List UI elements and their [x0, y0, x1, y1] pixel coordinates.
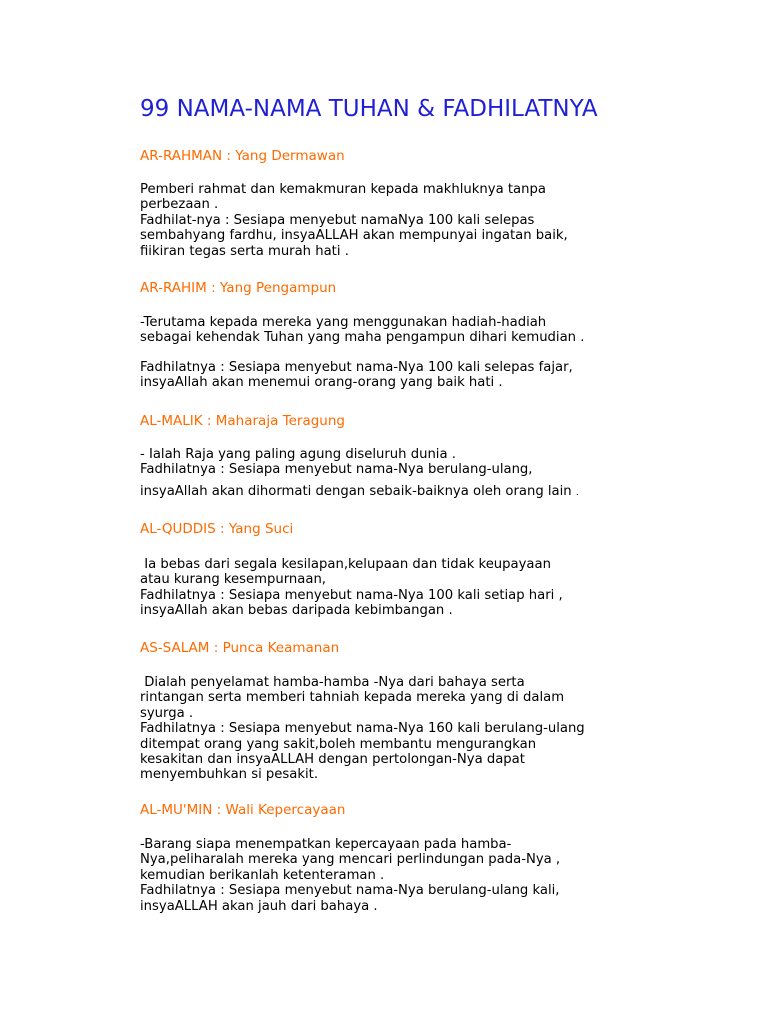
text-line: Fadhilat-nya : Sesiapa menyebut namaNya 100 kali selepas: [140, 212, 535, 228]
text-line: kesakitan dan insyaALLAH dengan pertolongan-Nya dapat: [140, 752, 525, 768]
text-line: -Terutama kepada mereka yang menggunakan hadiah-hadiah: [140, 315, 547, 330]
text-line: [140, 484, 579, 501]
text-line: fiikiran tegas serta murah hati .: [140, 243, 349, 259]
text-line: rintangan serta memberi tahniah kepada mereka yang di dalam: [140, 690, 565, 706]
text-line: Fadhilatnya : Sesiapa menyebut nama-Nya 100 kali selepas fajar,: [140, 360, 573, 375]
text-line: atau kurang kesempurnaan,: [140, 572, 326, 588]
text-line: perbezaan .: [140, 197, 219, 213]
text-line: Dialah penyelamat hamba-hamba -Nya dari bahaya serta: [140, 675, 525, 690]
page-title: 99 NAMA-NAMA TUHAN & FADHILATNYA: [140, 96, 598, 122]
text-line: syurga .: [140, 705, 194, 721]
section-heading-al-malik: AL-MALIK : Maharaja Teragung: [140, 413, 345, 429]
text-line: sembahyang fardhu, insyaALLAH akan mempunyai ingatan baik,: [140, 228, 568, 244]
section-body-al-mumin: [140, 837, 560, 914]
section-heading-al-mumin: AL-MU'MIN : Wali Kepercayaan: [140, 802, 346, 818]
section-heading-ar-rahman: AR-RAHMAN : Yang Dermawan: [140, 148, 345, 164]
document-page: [140, 0, 740, 1024]
text-line: kemudian berikanlah ketenteraman .: [140, 867, 385, 883]
text-line: Fadhilatnya : Sesiapa menyebut nama-Nya berulang-ulang kali,: [140, 883, 560, 899]
section-heading-as-salam: AS-SALAM : Punca Keamanan: [140, 640, 340, 656]
section-heading-al-quddis: AL-QUDDIS : Yang Suci: [140, 521, 294, 537]
section-body-ar-rahman: [140, 182, 568, 259]
text-line: Fadhilatnya : Sesiapa menyebut nama-Nya 100 kali setiap hari ,: [140, 587, 563, 603]
text-line: Ia bebas dari segala kesilapan,kelupaan dan tidak keupayaan: [140, 557, 551, 572]
section-body-al-malik-cont: [140, 484, 579, 501]
text-line: Pemberi rahmat dan kemakmuran kepada makhluknya tanpa: [140, 182, 546, 197]
text-line: Fadhilatnya : Sesiapa menyebut nama-Nya berulang-ulang,: [140, 462, 533, 478]
section-body-al-malik: [140, 447, 533, 478]
section-fadhilat-ar-rahim: [140, 360, 573, 391]
text-line: -Barang siapa menempatkan kepercayaan pada hamba-: [140, 837, 512, 852]
text-line: sebagai kehendak Tuhan yang maha pengampun dihari kemudian .: [140, 330, 585, 346]
section-heading-ar-rahim: AR-RAHIM : Yang Pengampun: [140, 280, 337, 296]
text-line: insyaALLAH akan jauh dari bahaya .: [140, 898, 378, 914]
section-body-al-quddis: [140, 557, 563, 619]
text-line: Nya,peliharalah mereka yang mencari perlindungan pada-Nya ,: [140, 852, 561, 868]
text-line: Fadhilatnya : Sesiapa menyebut nama-Nya 160 kali berulang-ulang: [140, 721, 585, 737]
section-body-ar-rahim: [140, 315, 584, 346]
section-body-as-salam: [140, 675, 585, 783]
text-line: menyembuhkan si pesakit.: [140, 767, 319, 783]
text-line: ditempat orang yang sakit,boleh membantu mengurangkan: [140, 736, 537, 752]
text-segment: insyaAllah akan dihormati dengan sebaik-baiknya oleh orang lain: [140, 484, 572, 499]
text-line: insyaAllah akan menemui orang-orang yang baik hati .: [140, 375, 503, 391]
text-line: insyaAllah akan bebas daripada kebimbangan .: [140, 603, 453, 619]
trailing-dot: .: [575, 488, 579, 498]
text-line: - Ialah Raja yang paling agung diseluruh dunia .: [140, 447, 456, 462]
